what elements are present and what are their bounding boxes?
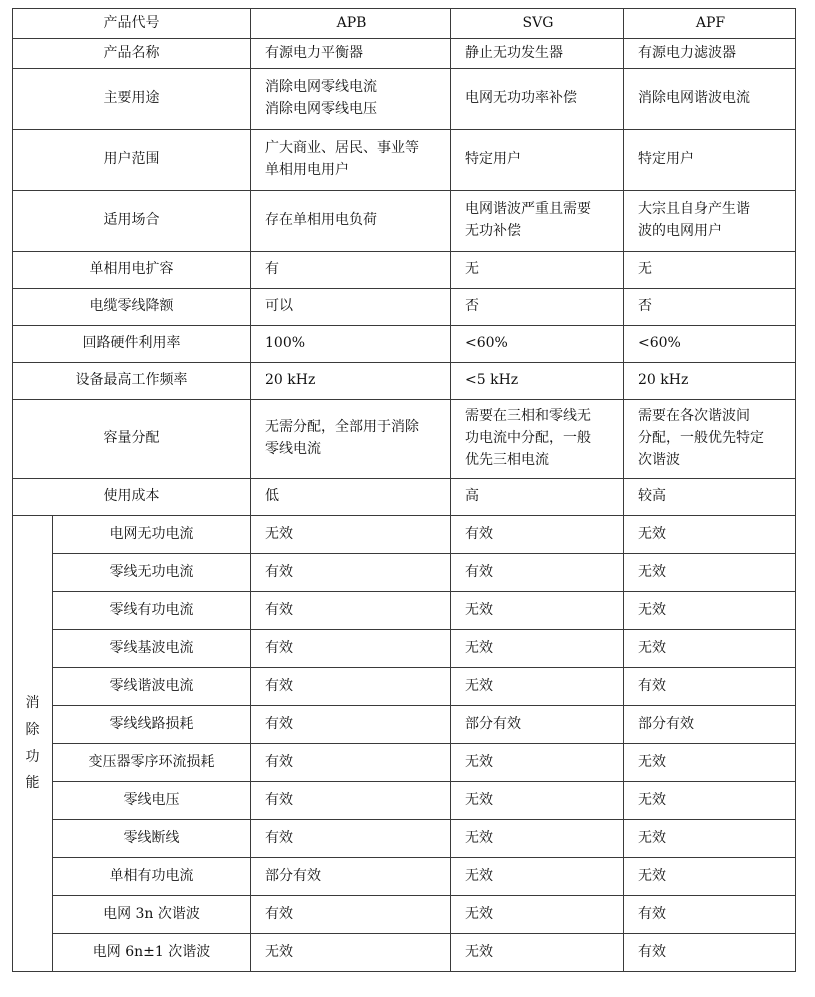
svg-effect-cell: 无效 (451, 630, 624, 668)
svg-effect-cell: 无效 (451, 668, 624, 706)
svg-cell (451, 479, 624, 516)
apf-effect-cell: 无效 (624, 858, 796, 896)
apb-cell-line: 零线电流 (265, 441, 321, 457)
apb-cell (251, 479, 451, 516)
apb-cell-line: 20 kHz (265, 372, 316, 389)
apf-cell-line: 较高 (638, 488, 666, 505)
apb-effect-cell: 有效 (251, 782, 451, 820)
svg-cell (451, 400, 624, 479)
row-label: 主要用途 (13, 69, 251, 130)
apf-effect-cell: 无效 (624, 820, 796, 858)
elimination-label: 零线有功电流 (53, 592, 251, 630)
apb-effect-cell: 有效 (251, 706, 451, 744)
svg-cell-line: 优先三相电流 (465, 451, 549, 468)
elimination-side-label (13, 516, 53, 972)
svg-cell-line: 需要在三相和零线无 (465, 408, 591, 425)
apf-cell-line: 特定用户 (638, 151, 694, 168)
svg-cell-line: 静止无功发生器 (465, 44, 563, 61)
svg-cell (451, 130, 624, 191)
row-label: 适用场合 (13, 191, 251, 252)
svg-cell-line: 特定用户 (465, 151, 521, 168)
apb-cell (251, 130, 451, 191)
table-body (13, 9, 796, 972)
apb-cell (251, 400, 451, 479)
apb-cell (251, 326, 451, 363)
svg-cell-line: 无 (465, 261, 479, 278)
svg-effect-cell: 无效 (451, 934, 624, 972)
apf-effect-cell: 无效 (624, 592, 796, 630)
elimination-row (13, 668, 796, 706)
header-label: 产品代号 (13, 9, 251, 39)
elimination-row (13, 630, 796, 668)
apf-cell-line: 波的电网用户 (638, 223, 722, 239)
header-apf: APF (624, 9, 796, 39)
apf-cell-line: 有源电力滤波器 (638, 44, 736, 61)
apb-cell-line: 低 (265, 488, 279, 505)
apb-effect-cell: 有效 (251, 554, 451, 592)
svg-cell-line: 否 (465, 298, 479, 315)
row-label: 用户范围 (13, 130, 251, 191)
table-row (13, 252, 796, 289)
apb-effect-cell: 有效 (251, 668, 451, 706)
row-label: 使用成本 (13, 479, 251, 516)
elimination-row (13, 858, 796, 896)
elimination-label: 电网 6n±1 次谐波 (53, 934, 251, 972)
apb-cell (251, 39, 451, 69)
elimination-label: 电网 3n 次谐波 (53, 896, 251, 934)
apb-cell-line: 消除电网零线电压 (265, 101, 377, 117)
apb-cell (251, 69, 451, 130)
apb-cell (251, 252, 451, 289)
svg-effect-cell: 无效 (451, 744, 624, 782)
table-row (13, 39, 796, 69)
apf-cell (624, 252, 796, 289)
apb-cell-line: 存在单相用电负荷 (265, 212, 377, 229)
apf-effect-cell: 有效 (624, 934, 796, 972)
svg-effect-cell: 部分有效 (451, 706, 624, 744)
apf-cell (624, 69, 796, 130)
apf-cell-line: 大宗且自身产生谐 (638, 201, 750, 218)
apf-effect-cell: 无效 (624, 554, 796, 592)
elimination-label: 零线无功电流 (53, 554, 251, 592)
elimination-label: 单相有功电流 (53, 858, 251, 896)
svg-effect-cell: 无效 (451, 896, 624, 934)
svg-cell (451, 252, 624, 289)
apb-effect-cell: 有效 (251, 744, 451, 782)
elimination-row (13, 554, 796, 592)
svg-cell (451, 289, 624, 326)
apb-effect-cell: 有效 (251, 820, 451, 858)
row-label: 产品名称 (13, 39, 251, 69)
row-label: 设备最高工作频率 (13, 363, 251, 400)
header-apb: APB (251, 9, 451, 39)
elimination-label: 变压器零序环流损耗 (53, 744, 251, 782)
apf-effect-cell: 无效 (624, 630, 796, 668)
svg-effect-cell: 有效 (451, 554, 624, 592)
apf-cell-line: <60% (638, 335, 681, 352)
apf-cell-line: 否 (638, 298, 652, 315)
apf-effect-cell: 无效 (624, 782, 796, 820)
elimination-row (13, 592, 796, 630)
svg-cell (451, 69, 624, 130)
apf-effect-cell: 有效 (624, 896, 796, 934)
elimination-row (13, 516, 796, 554)
row-label: 电缆零线降额 (13, 289, 251, 326)
svg-cell (451, 39, 624, 69)
apb-cell-line: 单相用电用户 (265, 162, 349, 178)
apf-cell (624, 400, 796, 479)
table-row (13, 326, 796, 363)
apf-cell-line: 次谐波 (638, 451, 680, 468)
elimination-label: 零线线路损耗 (53, 706, 251, 744)
apb-cell-line: 有源电力平衡器 (265, 44, 363, 61)
svg-effect-cell: 无效 (451, 858, 624, 896)
elimination-row (13, 782, 796, 820)
row-label: 容量分配 (13, 400, 251, 479)
apb-effect-cell: 无效 (251, 934, 451, 972)
apf-effect-cell: 无效 (624, 516, 796, 554)
row-label: 单相用电扩容 (13, 252, 251, 289)
svg-cell (451, 191, 624, 252)
table-row (13, 69, 796, 130)
svg-cell-line: 高 (465, 488, 479, 505)
svg-effect-cell: 无效 (451, 782, 624, 820)
apb-effect-cell: 部分有效 (251, 858, 451, 896)
svg-cell-line: <60% (465, 335, 508, 352)
table-row (13, 363, 796, 400)
apb-cell-line: 可以 (265, 298, 293, 315)
side-label-char: 能 (25, 775, 40, 792)
elimination-row (13, 706, 796, 744)
apb-effect-cell: 有效 (251, 592, 451, 630)
svg-cell-line: 电网谐波严重且需要 (465, 201, 591, 218)
svg-cell-line: 无功补偿 (465, 223, 521, 239)
apf-cell-line: 20 kHz (638, 372, 689, 389)
elimination-row (13, 744, 796, 782)
elimination-label: 零线电压 (53, 782, 251, 820)
svg-effect-cell: 有效 (451, 516, 624, 554)
apf-effect-cell: 无效 (624, 744, 796, 782)
elimination-row (13, 820, 796, 858)
header-svg: SVG (451, 9, 624, 39)
svg-effect-cell: 无效 (451, 820, 624, 858)
side-label-char: 功 (25, 748, 40, 765)
elimination-label: 零线断线 (53, 820, 251, 858)
elimination-row (13, 934, 796, 972)
apb-cell-line: 100% (265, 335, 306, 352)
apf-cell (624, 39, 796, 69)
side-label-char: 除 (25, 721, 40, 738)
apb-cell (251, 363, 451, 400)
apb-effect-cell: 有效 (251, 630, 451, 668)
table-row (13, 400, 796, 479)
apf-cell (624, 479, 796, 516)
apb-effect-cell: 有效 (251, 896, 451, 934)
table-row (13, 289, 796, 326)
apf-cell-line: 需要在各次谐波间 (638, 408, 750, 425)
elimination-label: 零线基波电流 (53, 630, 251, 668)
apb-cell-line: 无需分配，全部用于消除 (265, 419, 419, 436)
svg-cell (451, 326, 624, 363)
side-label-char: 消 (25, 695, 40, 712)
table-row (13, 191, 796, 252)
header-row (13, 9, 796, 39)
apf-cell (624, 289, 796, 326)
apf-cell (624, 130, 796, 191)
row-label: 回路硬件利用率 (13, 326, 251, 363)
apb-cell (251, 289, 451, 326)
elimination-label: 电网无功电流 (53, 516, 251, 554)
svg-effect-cell: 无效 (451, 592, 624, 630)
apf-cell (624, 363, 796, 400)
apf-cell-line: 无 (638, 261, 652, 278)
elimination-label: 零线谐波电流 (53, 668, 251, 706)
apf-effect-cell: 部分有效 (624, 706, 796, 744)
svg-cell-line: 电网无功功率补偿 (465, 90, 577, 107)
apb-cell (251, 191, 451, 252)
svg-cell-line: 功电流中分配，一般 (465, 430, 591, 447)
apb-cell-line: 广大商业、居民、事业等 (265, 140, 419, 157)
apf-cell (624, 326, 796, 363)
elimination-row (13, 896, 796, 934)
apb-effect-cell: 无效 (251, 516, 451, 554)
apf-cell (624, 191, 796, 252)
table-row (13, 479, 796, 516)
apf-cell-line: 消除电网谐波电流 (638, 90, 750, 107)
comparison-table (12, 8, 796, 972)
svg-cell (451, 363, 624, 400)
apf-cell-line: 分配，一般优先特定 (638, 430, 764, 447)
table-row (13, 130, 796, 191)
apf-effect-cell: 有效 (624, 668, 796, 706)
apb-cell-line: 消除电网零线电流 (265, 79, 377, 96)
apb-cell-line: 有 (265, 261, 279, 278)
svg-cell-line: <5 kHz (465, 372, 519, 389)
